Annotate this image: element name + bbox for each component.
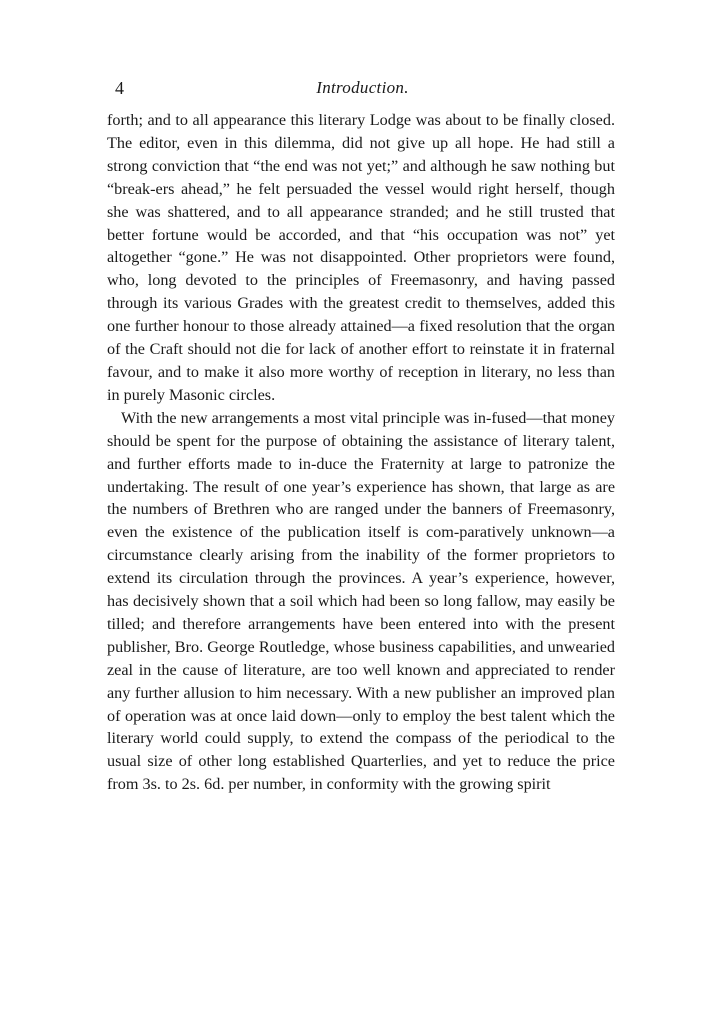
section-title: Introduction. <box>316 78 409 97</box>
paragraph: With the new arrangements a most vital principle was in-fused—that money should be spent for the purpose of obtaining the assistance of literary talent, and further efforts made to in-duce the Fraternity at large to patronize the undertaking. The result of one year’s experience has shown, that large as are the numbers of Brethren who are ranged under the banners of Freemasonry, even the existence of the publication itself is com-paratively unknown—a circumstance clearly arising from the inability of the former proprietors to extend its circulation through the provinces. A year’s experience, however, has decisively shown that a soil which had been so long fallow, may easily be tilled; and therefore arrangements have been entered into with the present publisher, Bro. George Routledge, whose business capabilities, and unwearied zeal in the cause of literature, are too well known and appreciated to render any further allusion to him necessary. With a new publisher an improved plan of operation was at once laid down—only to employ the best talent which the literary world could supply, to extend the compass of the periodical to the usual size of other long established Quarterlies, and yet to reduce the price from 3s. to 2s. 6d. per number, in conformity with the growing spirit <box>107 408 615 794</box>
body-text <box>107 109 615 796</box>
page-number: 4 <box>115 78 124 98</box>
running-head <box>110 78 615 102</box>
paragraph: forth; and to all appearance this literary Lodge was about to be finally closed. The editor, even in this dilemma, did not give up all hope. He had still a strong conviction that “the end was not yet;” and although he saw nothing but “break-ers ahead,” he felt persuaded the vessel would right herself, though she was shattered, and to all appearance stranded; and he still trusted that better fortune would be accorded, and that “his occupation was not” yet altogether “gone.” He was not disappointed. Other proprietors were found, who, long devoted to the principles of Freemasonry, and having passed through its various Grades with the greatest credit to themselves, added this one further honour to those already attained—a fixed resolution that the organ of the Craft should not die for lack of another effort to reinstate it in fraternal favour, and to make it also more worthy of reception in literary, no less than in purely Masonic circles. <box>107 111 615 404</box>
